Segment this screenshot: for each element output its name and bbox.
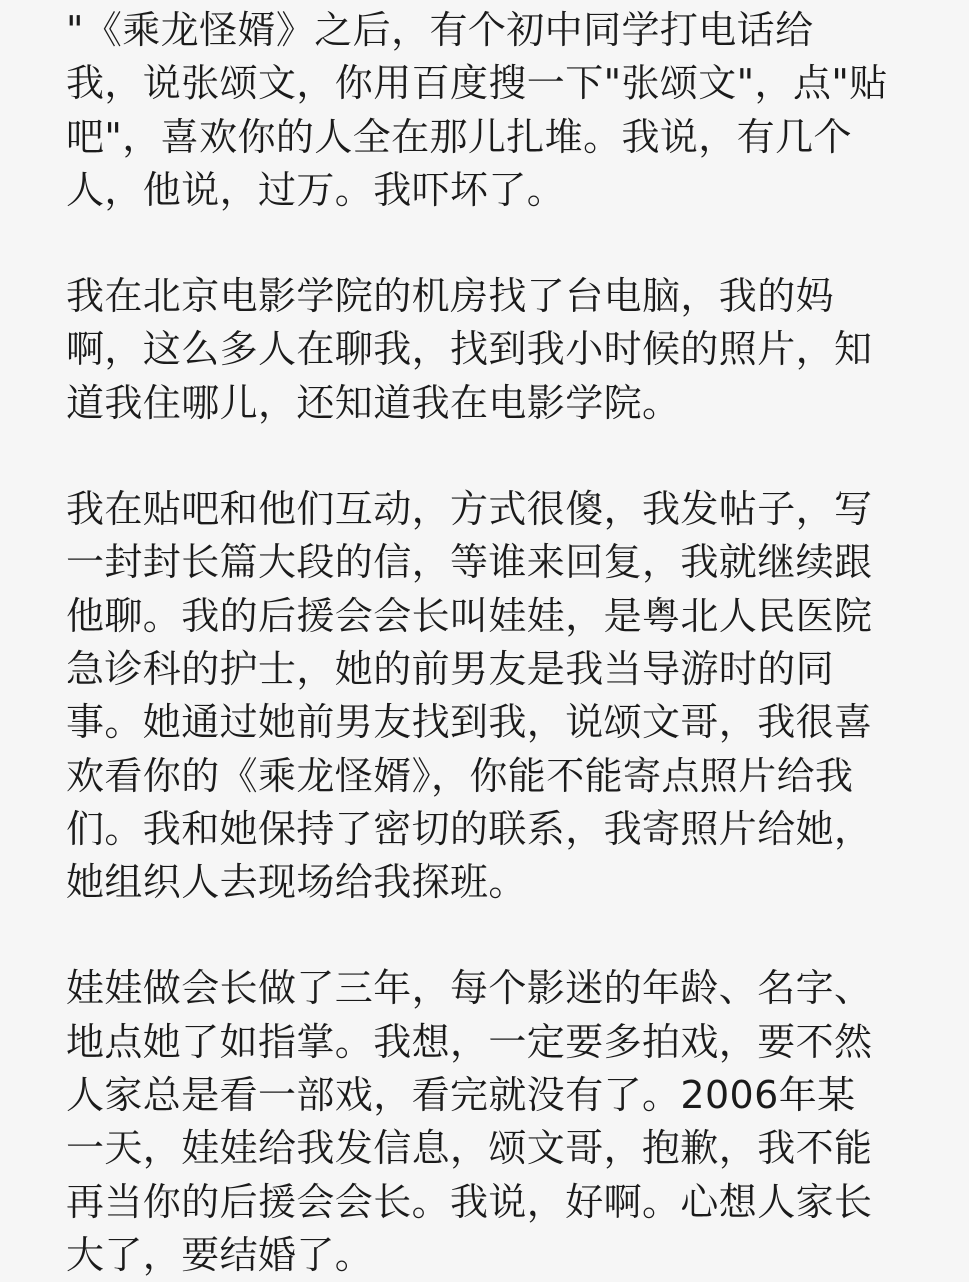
- paragraph-1: "《乘龙怪婿》之后，有个初中同学打电话给 我，说张颂文，你用百度搜一下"张颂文"，点"贴 吧"，喜欢你的人全在那儿扎堆。我说，有几个 人，他说，过万。我吓坏了。: [66, 8, 888, 212]
- paragraph-4: 娃娃做会长做了三年，每个影迷的年龄、名字、 地点她了如指掌。我想，一定要多拍戏，要不然 人家总是看一部戏，看完就没有了。2006年某 一天，娃娃给我发信息，颂文哥，抱歉，我不能 再当你的后援会会长。我说，好啊。心想人家长 大了，要结婚了。: [66, 966, 873, 1277]
- paragraph-2: 我在北京电影学院的机房找了台电脑，我的妈 啊，这么多人在聊我，找到我小时候的照片，知 道我住哪儿，还知道我在电影学院。: [66, 274, 873, 425]
- paragraph-3: 我在贴吧和他们互动，方式很傻，我发帖子，写 一封封长篇大段的信，等谁来回复，我就继续跟 他聊。我的后援会会长叫娃娃，是粤北人民医院 急诊科的护士，她的前男友是我当导游时的同 事。她通过她前男友找到我，说颂文哥，我很喜 欢看你的《乘龙怪婿》，你能不能寄点照片给我 们。我和她保持了密切的联系，我寄照片给她， 她组织人去现场给我探班。: [66, 487, 873, 905]
